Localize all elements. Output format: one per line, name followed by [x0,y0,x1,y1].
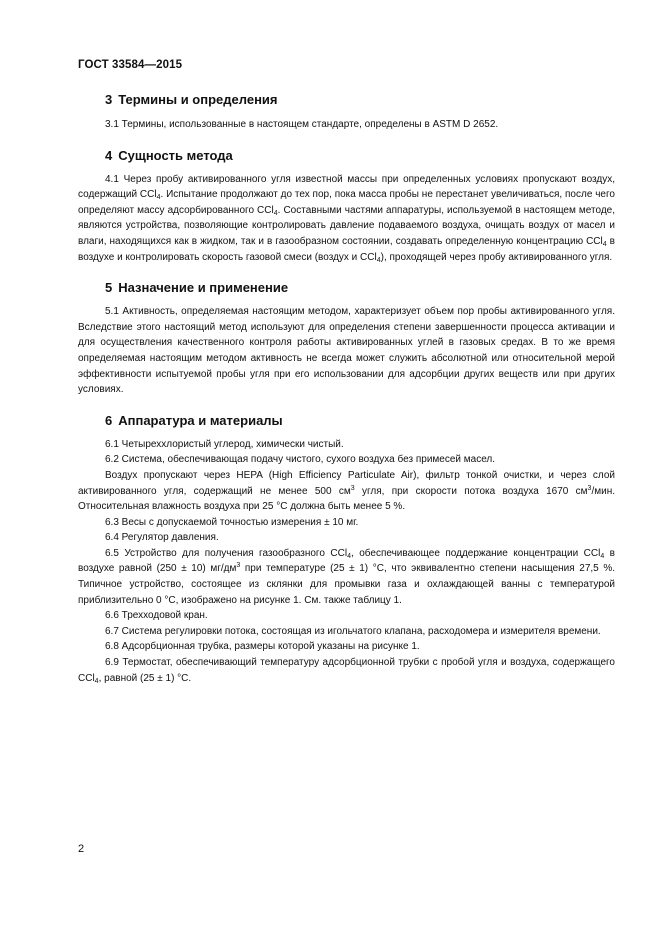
section-3 [78,92,615,133]
section-heading: 4 Сущность метода [105,147,233,163]
paragraph: 6.9 Термостат, обеспечивающий температуру адсорбционной трубки с пробой угля и воздуха, содержащего CCl$_4$, равной (25 ± 1) °С. [78,657,615,685]
paragraph: 3.1 Термины, использованные в настоящем стандарте, определены в ASTM D 2652. [105,119,499,130]
paragraph: 6.2 Система, обеспечивающая подачу чистого, сухого воздуха без примесей масел. [105,454,496,466]
paragraph: 6.4 Регулятор давления. [105,532,219,544]
paragraph: Воздух пропускают через HEPA (High Efficiency Particulate Air), фильтр тонкой очистки, и через слой активированного угля, содержащий не менее 500 $см^3$ угля, при скорости потока воздуха 1670 $см^3$/мин. Относительная влажность воздуха при 25 °С должна быть менее 5 %. [78,469,615,513]
paragraph: 6.3 Весы с допускаемой точностью измерения ± 10 мг. [105,516,359,528]
section-5 [78,280,615,398]
section-heading: 3 Термины и определения [105,92,278,107]
paragraph: 6.5 Устройство для получения газообразного CCl$_4$, обеспечивающее поддержание концентрации CCl$_4$ в воздухе равной (250 ± 10) $мг/дм^3$ при температуре (25 ± 1) °С, что эквивалентно степени насыщения 27,5 %. Типичное устройство, состоящее из склянки для промывки газа и охлаждающей ванны с температурой приблизительно 0 °С, изображено на рисунке 1. См. также таблицу 1. [78,547,615,606]
paragraph: 6.8 Адсорбционная трубка, размеры которой указаны на рисунке 1. [105,641,420,653]
section-heading: 6 Аппаратура и материалы [105,412,283,428]
paragraph: 6.6 Трехходовой кран. [105,610,208,622]
document-code: ГОСТ 33584—2015 [78,59,183,71]
section-4 [78,148,615,266]
paragraph: 6.1 Четыреххлористый углерод, химически чистый. [105,438,344,450]
paragraph: 5.1 Активность, определяемая настоящим методом, характеризует объем пор пробы активированного угля. Вследствие этого настоящий метод используют для определения степени завершенности процесса активации и для осуществления качественного контроля работы активированных углей в газовых средах. В то же время определяемая настоящим методом активность не всегда может служить абсолютной или относительной мерой эффективности испытуемой пробы угля при его использовании для адсорбции других веществ или при других условиях. [78,306,615,396]
section-heading: 5 Назначение и применение [105,280,289,296]
page-number: 2 [78,843,85,855]
section-6 [78,413,615,687]
document-body [78,82,615,686]
paragraph: 6.7 Система регулировки потока, состоящая из игольчатого клапана, расходомера и измерителя времени. [105,625,601,637]
paragraph: 4.1 Через пробу активированного угля известной массы при определенных условиях пропускают воздух, содержащий CCl$_4$. Испытание продолжают до тех пор, пока масса пробы не перестанет увеличиваться, после чего определяют массу адсорбированного CCl$_4$. Составными частями аппаратуры, используемой в настоящем методе, являются устройства, позволяющие контролировать давление подаваемого воздуха, очищать воздух от масел и влаги, находящихся как в жидком, так и в газообразном состоянии, создавать определенную концентрацию CCl$_4$ в воздухе и контролировать скорость газовой смеси (воздух и CCl$_4$), проходящей через пробу активированного угля. [78,173,616,264]
